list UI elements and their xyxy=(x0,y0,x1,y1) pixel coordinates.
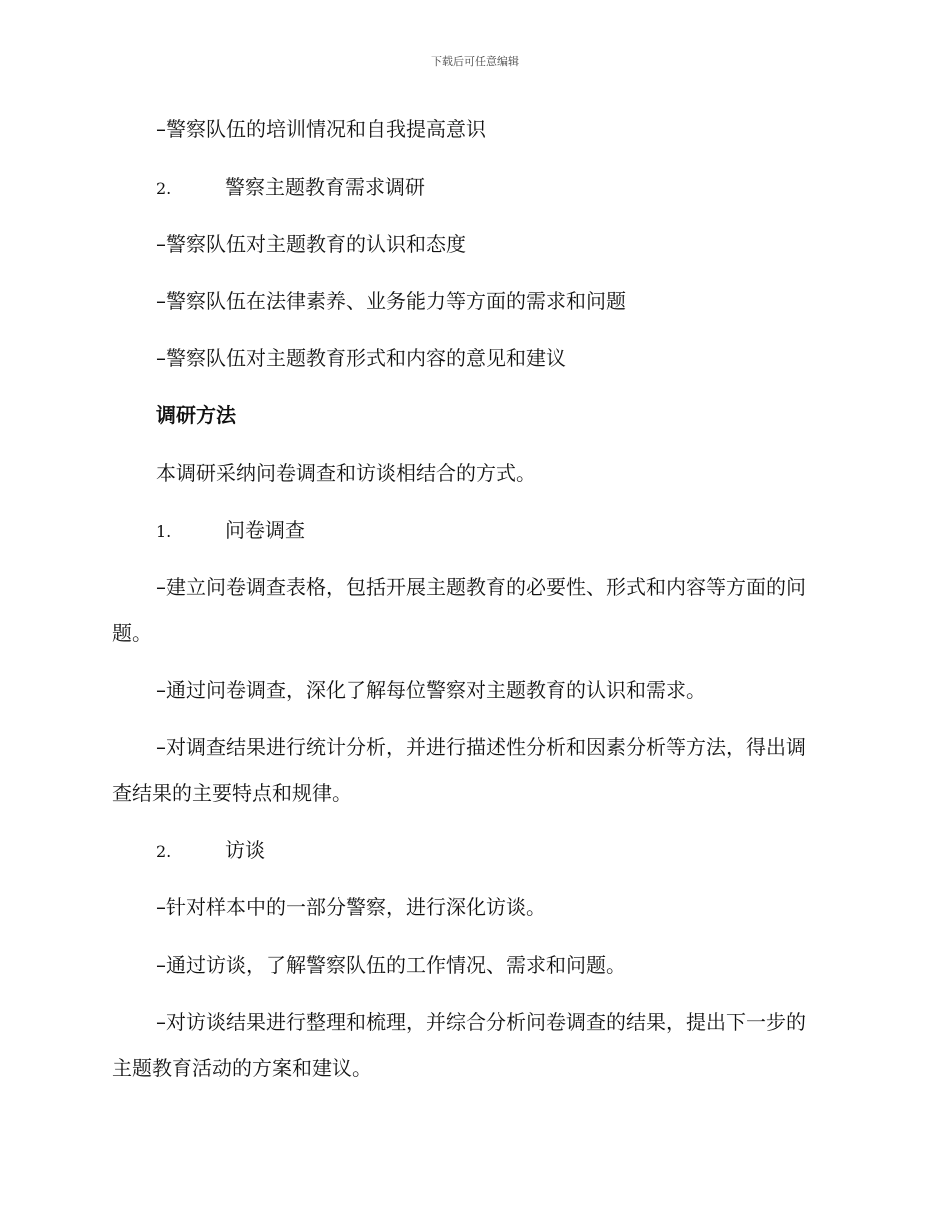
paragraph-in-depth-interview: –针对样本中的一部分警察，进行深化访谈。 xyxy=(156,895,546,919)
list-item-demand-survey xyxy=(112,164,824,212)
paragraph-opinions-suggestions: –警察队伍对主题教育形式和内容的意见和建议 xyxy=(156,346,566,370)
paragraph-build-questionnaire: –建立问卷调查表格，包括开展主题教育的必要性、形式和内容等方面的问题。 xyxy=(112,575,806,645)
paragraph-method-intro: 本调研采纳问卷调查和访谈相结合的方式。 xyxy=(156,461,536,485)
paragraph-interview-understanding: –通过访谈，了解警察队伍的工作情况、需求和问题。 xyxy=(156,953,626,977)
paragraph-needs-problems: –警察队伍在法律素养、业务能力等方面的需求和问题 xyxy=(156,289,626,313)
paragraph-interview-summary: –对访谈结果进行整理和梳理，并综合分析问卷调查的结果，提出下一步的主题教育活动的方案和建议。 xyxy=(112,1010,806,1080)
section-heading-method: 调研方法 xyxy=(156,403,236,427)
paragraph-recognition-attitude: –警察队伍对主题教育的认识和态度 xyxy=(156,232,466,256)
list-item-label: 访谈 xyxy=(225,838,265,862)
paragraph-training-awareness: –警察队伍的培训情况和自我提高意识 xyxy=(156,117,486,141)
list-number: 2. xyxy=(156,842,172,861)
list-item-interview xyxy=(112,827,824,875)
paragraph-deepen-understanding: –通过问卷调查，深化了解每位警察对主题教育的认识和需求。 xyxy=(156,678,706,702)
paragraph-statistical-analysis: –对调查结果进行统计分析，并进行描述性分析和因素分析等方法，得出调查结果的主要特点和规律。 xyxy=(112,735,806,805)
list-number: 1. xyxy=(156,522,172,541)
list-item-label: 问卷调查 xyxy=(225,518,305,542)
list-number: 2. xyxy=(156,179,172,198)
list-item-label: 警察主题教育需求调研 xyxy=(225,175,425,199)
page-header-note: 下载后可任意编辑 xyxy=(431,55,519,68)
list-item-questionnaire xyxy=(112,507,824,555)
